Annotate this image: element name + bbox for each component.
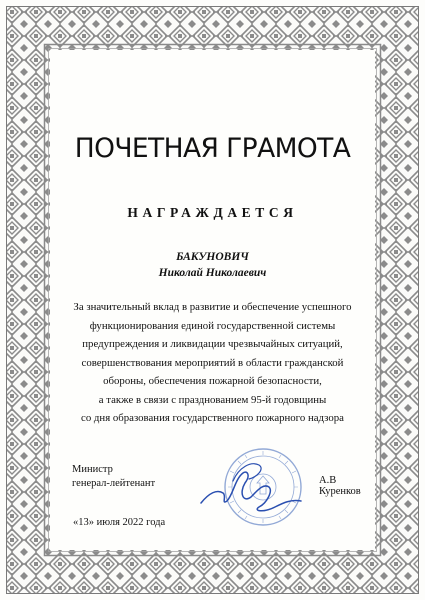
signer-name: А.В Куренков	[319, 475, 361, 497]
signer-position	[72, 463, 155, 490]
citation-line: обороны, обеспечения пожарной безопасности,	[103, 375, 322, 387]
citation-text	[50, 298, 375, 428]
issue-date: «13» июля 2022 года	[73, 517, 166, 528]
citation-line: а также в связи с празднованием 95-й годовщины	[98, 393, 327, 406]
citation-line: функционирования единой государственной системы	[89, 319, 336, 332]
signer-rank-line: генерал-лейтенант	[72, 477, 156, 489]
citation-line: За значительный вклад в развитие и обеспечение успешного	[73, 301, 352, 313]
awarded-label: НАГРАЖДАЕТСЯ	[127, 205, 298, 220]
citation-line: совершенствования мероприятий в области гражданской	[81, 356, 344, 369]
recipient-name: Николай Николаевич	[158, 267, 267, 279]
citation-line: со дня образования государственного пожарного надзора	[81, 412, 344, 424]
signer-position-line: Министр	[72, 464, 113, 475]
official-stamp-and-signature	[193, 443, 309, 535]
recipient-surname: БАКУНОВИЧ	[176, 251, 249, 263]
citation-line: предупреждения и ликвидации чрезвычайных ситуаций,	[82, 338, 343, 350]
certificate-title: ПОЧЕТНАЯ ГРАМОТА	[74, 133, 351, 164]
certificate-content	[50, 50, 375, 550]
